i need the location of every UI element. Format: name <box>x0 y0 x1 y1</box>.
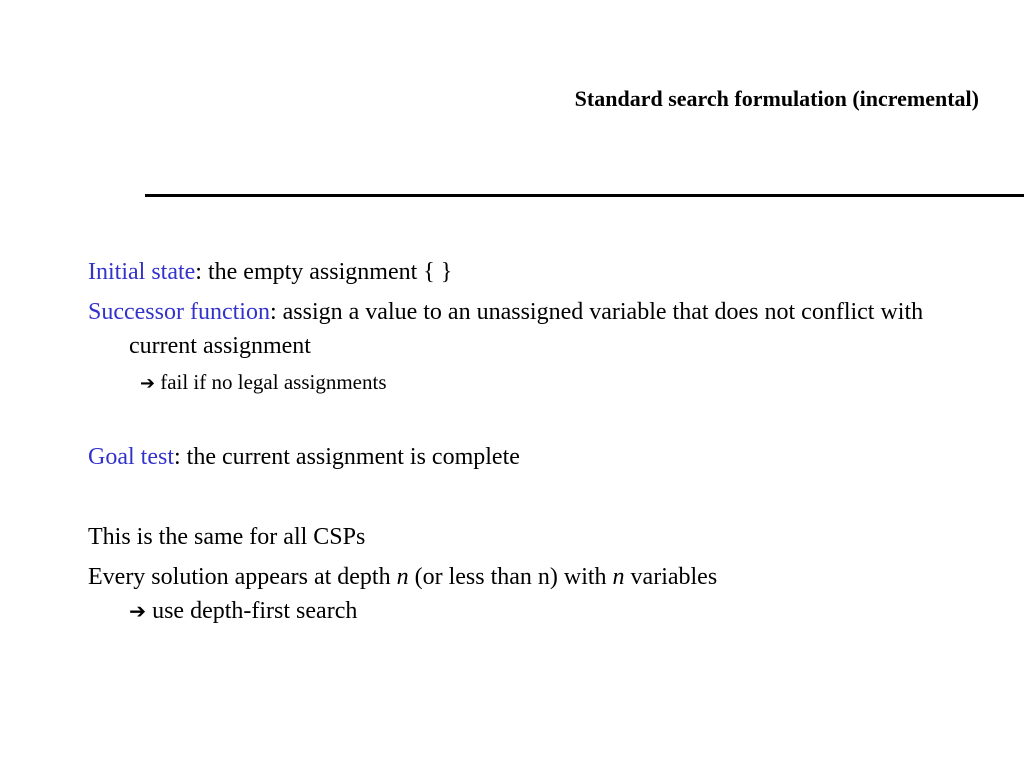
initial-state-separator: : <box>195 259 202 285</box>
goal-test-text: the current assignment is complete <box>180 444 520 470</box>
slide-title: Standard search formulation (incremental) <box>574 86 979 111</box>
title-divider <box>145 194 1024 197</box>
successor-fail-subpoint <box>88 368 988 398</box>
initial-state-text: the empty assignment { } <box>201 259 453 285</box>
successor-function-line <box>88 295 988 363</box>
goal-test-separator: : <box>173 444 181 470</box>
successor-fail-text: fail if no legal assignments <box>154 370 387 394</box>
successor-function-separator: : <box>269 299 277 325</box>
dfs-consequence-text: use depth-first search <box>146 598 358 624</box>
every-solution-part2: (or less than n) with <box>408 564 613 590</box>
right-arrow-icon: ➔ <box>140 373 155 394</box>
successor-function-text: assign a value to an unassigned variable that does not conflict with current assignment <box>129 299 924 359</box>
dfs-consequence-line <box>88 594 988 628</box>
same-for-all-line: This is the same for all CSPs <box>88 524 366 550</box>
goal-test-line <box>88 440 988 474</box>
successor-function-term: Successor function <box>88 299 270 325</box>
every-solution-part3: variables <box>624 564 718 590</box>
initial-state-line <box>88 255 988 289</box>
every-solution-part1: Every solution appears at depth <box>88 564 397 590</box>
every-solution-line <box>88 560 988 594</box>
every-solution-n2: n <box>612 564 625 590</box>
slide-body <box>88 255 988 628</box>
initial-state-term: Initial state <box>88 259 196 285</box>
goal-test-term: Goal test <box>88 444 174 470</box>
right-arrow-icon: ➔ <box>129 599 147 623</box>
every-solution-n1: n <box>396 564 409 590</box>
